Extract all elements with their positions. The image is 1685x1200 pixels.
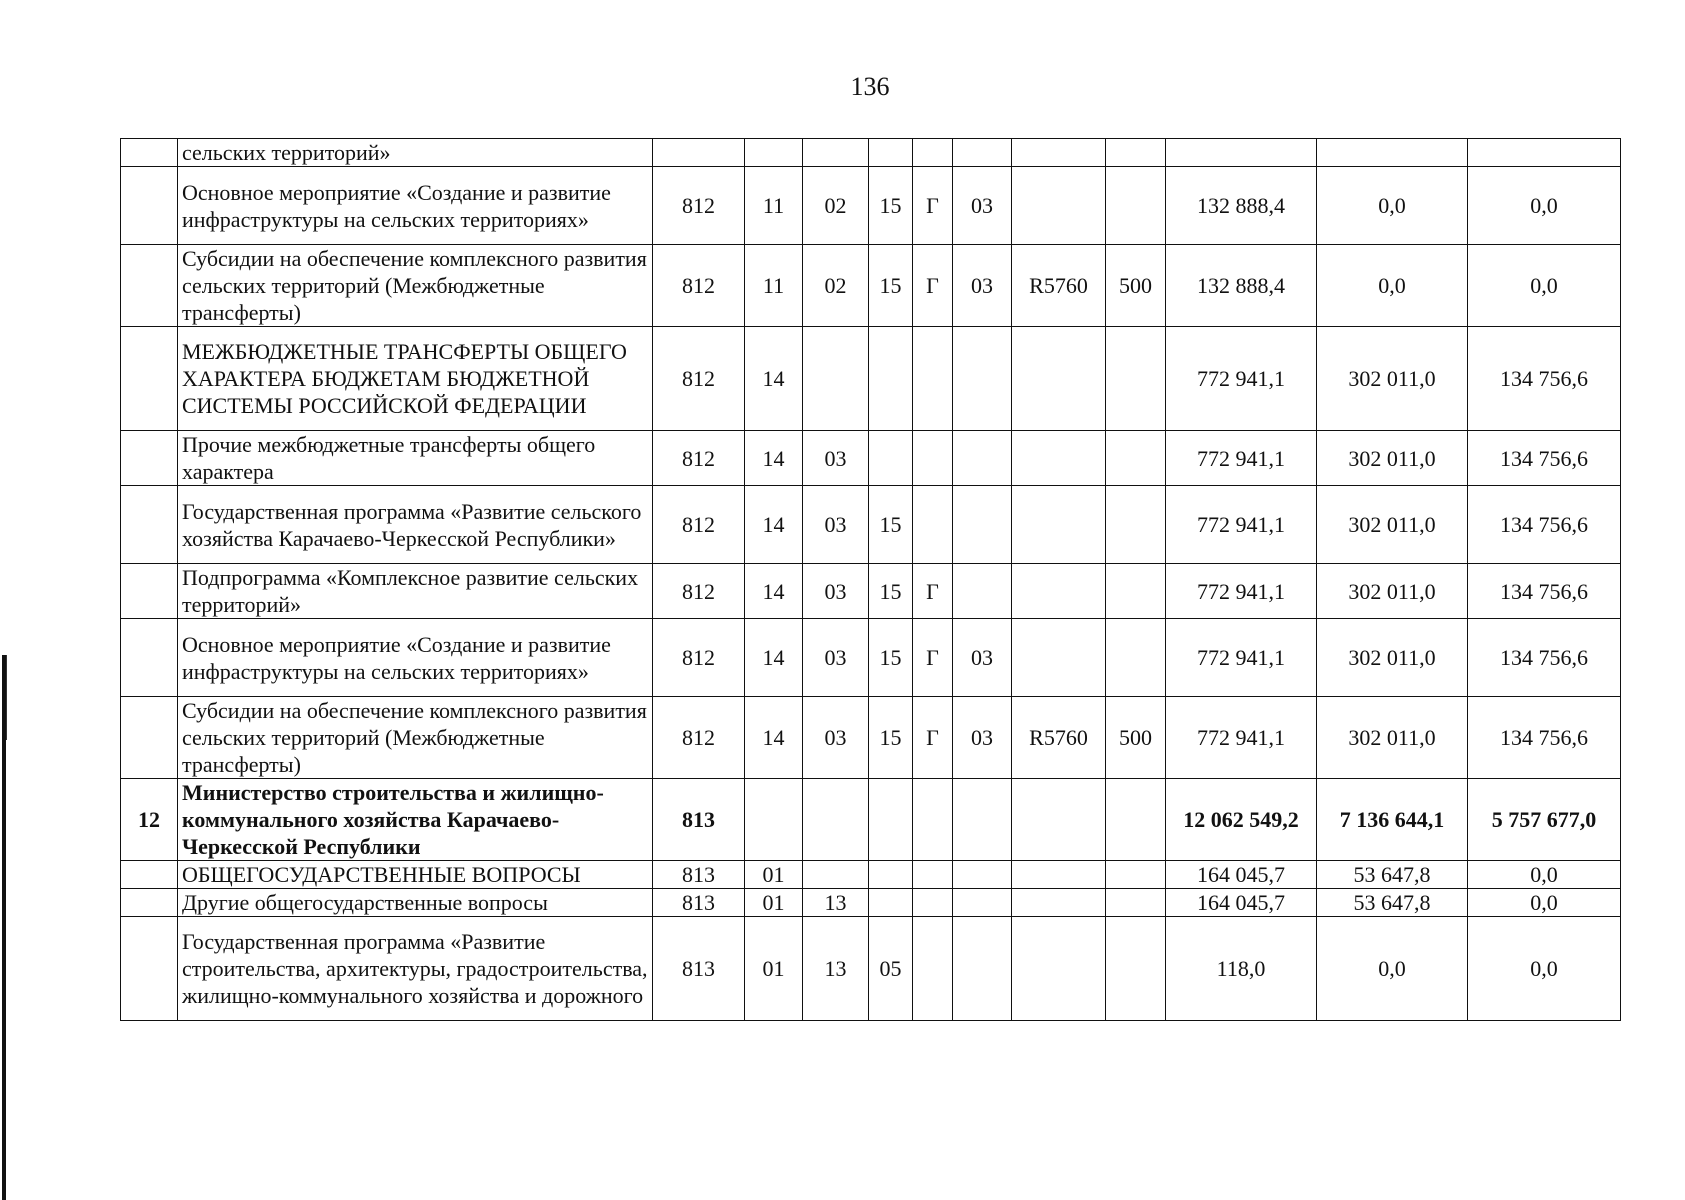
expense-direction-code-cell xyxy=(1012,327,1106,431)
item-name-cell: Подпрограмма «Комплексное развитие сельских территорий» xyxy=(178,564,653,619)
program-code-cell xyxy=(869,139,913,167)
row-number-cell xyxy=(121,245,178,327)
row-number-cell xyxy=(121,564,178,619)
subprogram-code-cell: Г xyxy=(913,697,953,779)
amount-year3-cell: 134 756,6 xyxy=(1468,619,1621,697)
expense-direction-code-cell xyxy=(1012,861,1106,889)
subsection-code-cell xyxy=(803,327,869,431)
expense-direction-code-cell xyxy=(1012,889,1106,917)
department-code-cell: 812 xyxy=(653,431,745,486)
row-number-cell xyxy=(121,619,178,697)
activity-code-cell: 03 xyxy=(953,167,1012,245)
amount-year2-cell: 0,0 xyxy=(1317,917,1468,1021)
amount-year1-cell: 132 888,4 xyxy=(1166,167,1317,245)
amount-year2-cell: 0,0 xyxy=(1317,167,1468,245)
row-number-cell xyxy=(121,697,178,779)
table-row xyxy=(121,779,1621,861)
expense-direction-code-cell: R5760 xyxy=(1012,245,1106,327)
table-row xyxy=(121,486,1621,564)
activity-code-cell xyxy=(953,139,1012,167)
section-code-cell: 01 xyxy=(745,861,803,889)
subsection-code-cell: 03 xyxy=(803,619,869,697)
subprogram-code-cell xyxy=(913,327,953,431)
expense-direction-code-cell xyxy=(1012,917,1106,1021)
subsection-code-cell xyxy=(803,139,869,167)
item-name-cell: Государственная программа «Развитие сельского хозяйства Карачаево-Черкесской Республики» xyxy=(178,486,653,564)
scan-edge-line xyxy=(6,655,7,740)
amount-year2-cell: 53 647,8 xyxy=(1317,889,1468,917)
program-code-cell xyxy=(869,861,913,889)
amount-year3-cell: 134 756,6 xyxy=(1468,564,1621,619)
amount-year2-cell: 0,0 xyxy=(1317,245,1468,327)
item-name-cell: Другие общегосударственные вопросы xyxy=(178,889,653,917)
amount-year1-cell: 772 941,1 xyxy=(1166,697,1317,779)
row-number-cell xyxy=(121,431,178,486)
subprogram-code-cell xyxy=(913,486,953,564)
item-name-cell: сельских территорий» xyxy=(178,139,653,167)
expense-direction-code-cell: R5760 xyxy=(1012,697,1106,779)
expense-direction-code-cell xyxy=(1012,167,1106,245)
section-code-cell: 11 xyxy=(745,167,803,245)
activity-code-cell: 03 xyxy=(953,245,1012,327)
row-number-cell xyxy=(121,486,178,564)
program-code-cell: 15 xyxy=(869,167,913,245)
program-code-cell: 15 xyxy=(869,619,913,697)
department-code-cell: 813 xyxy=(653,861,745,889)
expense-type-code-cell xyxy=(1106,486,1166,564)
expense-direction-code-cell xyxy=(1012,139,1106,167)
amount-year2-cell: 302 011,0 xyxy=(1317,697,1468,779)
department-code-cell: 812 xyxy=(653,619,745,697)
table-row xyxy=(121,917,1621,1021)
section-code-cell: 14 xyxy=(745,619,803,697)
program-code-cell xyxy=(869,779,913,861)
program-code-cell xyxy=(869,431,913,486)
section-code-cell: 01 xyxy=(745,889,803,917)
amount-year1-cell: 164 045,7 xyxy=(1166,861,1317,889)
activity-code-cell xyxy=(953,564,1012,619)
table-row xyxy=(121,327,1621,431)
expense-type-code-cell xyxy=(1106,619,1166,697)
amount-year1-cell: 118,0 xyxy=(1166,917,1317,1021)
activity-code-cell xyxy=(953,431,1012,486)
subsection-code-cell xyxy=(803,779,869,861)
item-name-cell: Субсидии на обеспечение комплексного развития сельских территорий (Межбюджетные трансферты) xyxy=(178,697,653,779)
table-row xyxy=(121,167,1621,245)
expense-direction-code-cell xyxy=(1012,431,1106,486)
department-code-cell: 813 xyxy=(653,779,745,861)
row-number-cell xyxy=(121,167,178,245)
program-code-cell: 15 xyxy=(869,697,913,779)
amount-year3-cell: 134 756,6 xyxy=(1468,431,1621,486)
amount-year1-cell: 772 941,1 xyxy=(1166,431,1317,486)
subprogram-code-cell xyxy=(913,889,953,917)
program-code-cell xyxy=(869,327,913,431)
table-row xyxy=(121,697,1621,779)
subprogram-code-cell xyxy=(913,861,953,889)
department-code-cell: 812 xyxy=(653,245,745,327)
amount-year1-cell: 12 062 549,2 xyxy=(1166,779,1317,861)
section-code-cell: 11 xyxy=(745,245,803,327)
row-number-cell xyxy=(121,917,178,1021)
amount-year3-cell: 0,0 xyxy=(1468,861,1621,889)
amount-year1-cell: 132 888,4 xyxy=(1166,245,1317,327)
department-code-cell: 812 xyxy=(653,486,745,564)
amount-year3-cell: 134 756,6 xyxy=(1468,486,1621,564)
expense-type-code-cell: 500 xyxy=(1106,245,1166,327)
row-number-cell: 12 xyxy=(121,779,178,861)
subsection-code-cell: 03 xyxy=(803,697,869,779)
amount-year1-cell: 772 941,1 xyxy=(1166,619,1317,697)
row-number-cell xyxy=(121,139,178,167)
subprogram-code-cell: Г xyxy=(913,245,953,327)
expense-type-code-cell xyxy=(1106,139,1166,167)
section-code-cell: 14 xyxy=(745,564,803,619)
subprogram-code-cell xyxy=(913,431,953,486)
program-code-cell: 05 xyxy=(869,917,913,1021)
subsection-code-cell: 02 xyxy=(803,245,869,327)
department-code-cell: 812 xyxy=(653,327,745,431)
activity-code-cell xyxy=(953,889,1012,917)
amount-year3-cell: 134 756,6 xyxy=(1468,327,1621,431)
section-code-cell: 14 xyxy=(745,697,803,779)
expense-type-code-cell: 500 xyxy=(1106,697,1166,779)
subprogram-code-cell xyxy=(913,779,953,861)
activity-code-cell xyxy=(953,861,1012,889)
subsection-code-cell: 13 xyxy=(803,889,869,917)
activity-code-cell xyxy=(953,779,1012,861)
table-row xyxy=(121,861,1621,889)
item-name-cell: Основное мероприятие «Создание и развитие инфраструктуры на сельских территориях» xyxy=(178,619,653,697)
amount-year1-cell: 164 045,7 xyxy=(1166,889,1317,917)
subprogram-code-cell: Г xyxy=(913,619,953,697)
activity-code-cell xyxy=(953,486,1012,564)
expense-type-code-cell xyxy=(1106,889,1166,917)
table-row xyxy=(121,889,1621,917)
subsection-code-cell: 03 xyxy=(803,431,869,486)
subsection-code-cell: 03 xyxy=(803,486,869,564)
amount-year2-cell: 7 136 644,1 xyxy=(1317,779,1468,861)
amount-year3-cell: 0,0 xyxy=(1468,167,1621,245)
department-code-cell: 812 xyxy=(653,564,745,619)
program-code-cell: 15 xyxy=(869,564,913,619)
item-name-cell: МЕЖБЮДЖЕТНЫЕ ТРАНСФЕРТЫ ОБЩЕГО ХАРАКТЕРА БЮДЖЕТАМ БЮДЖЕТНОЙ СИСТЕМЫ РОССИЙСКОЙ ФЕДЕРАЦИИ xyxy=(178,327,653,431)
subsection-code-cell: 13 xyxy=(803,917,869,1021)
expense-type-code-cell xyxy=(1106,917,1166,1021)
table-row xyxy=(121,431,1621,486)
amount-year3-cell xyxy=(1468,139,1621,167)
subsection-code-cell: 03 xyxy=(803,564,869,619)
amount-year2-cell: 302 011,0 xyxy=(1317,619,1468,697)
item-name-cell: Субсидии на обеспечение комплексного развития сельских территорий (Межбюджетные трансферты) xyxy=(178,245,653,327)
amount-year3-cell: 5 757 677,0 xyxy=(1468,779,1621,861)
department-code-cell: 813 xyxy=(653,889,745,917)
subprogram-code-cell xyxy=(913,139,953,167)
section-code-cell: 01 xyxy=(745,917,803,1021)
subsection-code-cell: 02 xyxy=(803,167,869,245)
section-code-cell xyxy=(745,779,803,861)
amount-year3-cell: 134 756,6 xyxy=(1468,697,1621,779)
section-code-cell xyxy=(745,139,803,167)
amount-year1-cell: 772 941,1 xyxy=(1166,486,1317,564)
activity-code-cell: 03 xyxy=(953,697,1012,779)
section-code-cell: 14 xyxy=(745,431,803,486)
activity-code-cell xyxy=(953,917,1012,1021)
section-code-cell: 14 xyxy=(745,486,803,564)
table-row xyxy=(121,619,1621,697)
department-code-cell: 812 xyxy=(653,697,745,779)
table-row xyxy=(121,139,1621,167)
expense-type-code-cell xyxy=(1106,779,1166,861)
amount-year3-cell: 0,0 xyxy=(1468,917,1621,1021)
expense-type-code-cell xyxy=(1106,327,1166,431)
item-name-cell: ОБЩЕГОСУДАРСТВЕННЫЕ ВОПРОСЫ xyxy=(178,861,653,889)
subsection-code-cell xyxy=(803,861,869,889)
activity-code-cell xyxy=(953,327,1012,431)
expense-type-code-cell xyxy=(1106,167,1166,245)
table-row xyxy=(121,245,1621,327)
expense-direction-code-cell xyxy=(1012,779,1106,861)
subprogram-code-cell xyxy=(913,917,953,1021)
expense-type-code-cell xyxy=(1106,861,1166,889)
table-row xyxy=(121,564,1621,619)
row-number-cell xyxy=(121,327,178,431)
budget-table xyxy=(120,138,1621,1021)
amount-year2-cell: 302 011,0 xyxy=(1317,327,1468,431)
expense-direction-code-cell xyxy=(1012,564,1106,619)
program-code-cell: 15 xyxy=(869,245,913,327)
item-name-cell: Министерство строительства и жилищно-коммунального хозяйства Карачаево-Черкесской Республики xyxy=(178,779,653,861)
item-name-cell: Государственная программа «Развитие строительства, архитектуры, градостроительства, жилищно-коммунального хозяйства и дорожного xyxy=(178,917,653,1021)
row-number-cell xyxy=(121,861,178,889)
amount-year1-cell xyxy=(1166,139,1317,167)
amount-year3-cell: 0,0 xyxy=(1468,245,1621,327)
item-name-cell: Основное мероприятие «Создание и развитие инфраструктуры на сельских территориях» xyxy=(178,167,653,245)
amount-year1-cell: 772 941,1 xyxy=(1166,327,1317,431)
section-code-cell: 14 xyxy=(745,327,803,431)
subprogram-code-cell: Г xyxy=(913,167,953,245)
subprogram-code-cell: Г xyxy=(913,564,953,619)
expense-direction-code-cell xyxy=(1012,619,1106,697)
amount-year3-cell: 0,0 xyxy=(1468,889,1621,917)
program-code-cell xyxy=(869,889,913,917)
expense-type-code-cell xyxy=(1106,431,1166,486)
amount-year1-cell: 772 941,1 xyxy=(1166,564,1317,619)
page-number: 136 xyxy=(850,72,890,101)
department-code-cell: 813 xyxy=(653,917,745,1021)
amount-year2-cell: 302 011,0 xyxy=(1317,431,1468,486)
amount-year2-cell: 53 647,8 xyxy=(1317,861,1468,889)
department-code-cell xyxy=(653,139,745,167)
amount-year2-cell: 302 011,0 xyxy=(1317,564,1468,619)
department-code-cell: 812 xyxy=(653,167,745,245)
expense-direction-code-cell xyxy=(1012,486,1106,564)
amount-year2-cell xyxy=(1317,139,1468,167)
program-code-cell: 15 xyxy=(869,486,913,564)
row-number-cell xyxy=(121,889,178,917)
expense-type-code-cell xyxy=(1106,564,1166,619)
item-name-cell: Прочие межбюджетные трансферты общего характера xyxy=(178,431,653,486)
activity-code-cell: 03 xyxy=(953,619,1012,697)
amount-year2-cell: 302 011,0 xyxy=(1317,486,1468,564)
